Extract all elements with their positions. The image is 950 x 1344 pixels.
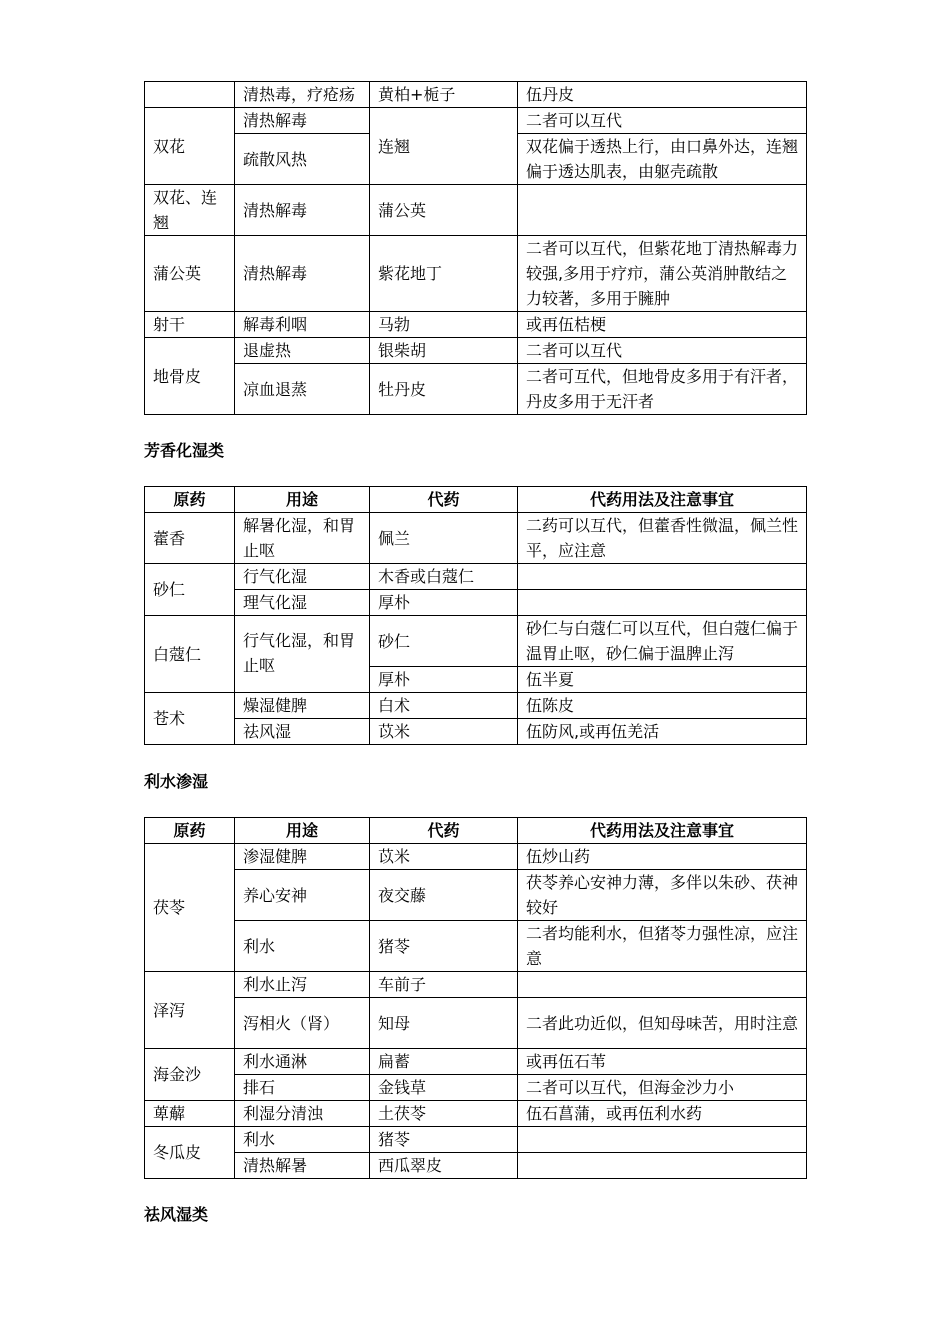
cell-usage: 凉血退蒸 — [235, 364, 370, 415]
cell-note: 二者均能利水，但猪苓力强性凉，应注意 — [518, 921, 807, 972]
cell-original-drug: 泽泻 — [145, 972, 235, 1049]
table-row — [145, 185, 807, 236]
cell-original-drug: 砂仁 — [145, 564, 235, 616]
cell-substitute: 砂仁 — [370, 616, 518, 667]
cell-substitute: 连翘 — [370, 108, 518, 185]
cell-note: 伍丹皮 — [518, 82, 807, 108]
table-row — [145, 693, 807, 719]
table-header-row — [145, 818, 807, 844]
cell-note — [518, 972, 807, 998]
table-row — [145, 870, 807, 921]
table-row — [145, 844, 807, 870]
header-substitute: 代药 — [370, 487, 518, 513]
cell-note: 二药可以互代，但藿香性微温，佩兰性平，应注意 — [518, 513, 807, 564]
cell-original-drug: 茯苓 — [145, 844, 235, 972]
cell-usage: 行气化湿 — [235, 564, 370, 590]
table-row — [145, 312, 807, 338]
cell-usage: 利水 — [235, 1127, 370, 1153]
cell-usage: 解毒利咽 — [235, 312, 370, 338]
cell-note: 或再伍石苇 — [518, 1049, 807, 1075]
header-usage: 用途 — [235, 487, 370, 513]
table-lishui-shenshi — [144, 817, 807, 1179]
cell-substitute: 猪苓 — [370, 921, 518, 972]
cell-original-drug: 萆薢 — [145, 1101, 235, 1127]
cell-substitute: 西瓜翠皮 — [370, 1153, 518, 1179]
cell-original-drug: 苍术 — [145, 693, 235, 745]
cell-note: 二者可以互代，但紫花地丁清热解毒力较强,多用于疗疖，蒲公英消肿散结之力较著，多用于臃肿 — [518, 236, 807, 312]
cell-usage: 排石 — [235, 1075, 370, 1101]
cell-substitute: 厚朴 — [370, 667, 518, 693]
cell-original-drug: 蒲公英 — [145, 236, 235, 312]
header-usage: 用途 — [235, 818, 370, 844]
table-row — [145, 972, 807, 998]
cell-note: 双花偏于透热上行，由口鼻外达，连翘偏于透达肌表，由躯壳疏散 — [518, 134, 807, 185]
cell-usage: 疏散风热 — [235, 134, 370, 185]
cell-usage: 理气化湿 — [235, 590, 370, 616]
cell-substitute: 金钱草 — [370, 1075, 518, 1101]
cell-usage: 行气化湿，和胃止呕 — [235, 616, 370, 693]
cell-original-drug: 双花、连翘 — [145, 185, 235, 236]
cell-usage: 清热解毒 — [235, 185, 370, 236]
cell-note: 二者此功近似，但知母味苦，用时注意 — [518, 998, 807, 1049]
cell-usage: 清热解毒 — [235, 108, 370, 134]
cell-usage: 解暑化湿，和胃止呕 — [235, 513, 370, 564]
cell-note — [518, 185, 807, 236]
cell-note: 伍石菖蒲，或再伍利水药 — [518, 1101, 807, 1127]
cell-usage: 祛风湿 — [235, 719, 370, 745]
cell-note — [518, 590, 807, 616]
cell-usage: 利湿分清浊 — [235, 1101, 370, 1127]
cell-substitute: 白术 — [370, 693, 518, 719]
cell-note: 二者可以互代，但海金沙力小 — [518, 1075, 807, 1101]
table-row — [145, 616, 807, 667]
section-title-lishui-shenshi: 利水渗湿 — [144, 772, 209, 791]
header-note: 代药用法及注意事宜 — [518, 818, 807, 844]
cell-original-drug: 地骨皮 — [145, 338, 235, 415]
cell-usage: 利水止泻 — [235, 972, 370, 998]
cell-note: 伍防风,或再伍羌活 — [518, 719, 807, 745]
cell-note: 二者可互代，但地骨皮多用于有汗者，丹皮多用于无汗者 — [518, 364, 807, 415]
cell-usage: 养心安神 — [235, 870, 370, 921]
cell-substitute: 车前子 — [370, 972, 518, 998]
cell-substitute: 扁蓄 — [370, 1049, 518, 1075]
cell-note — [518, 1127, 807, 1153]
header-original-drug: 原药 — [145, 818, 235, 844]
table-header-row — [145, 487, 807, 513]
cell-note: 伍陈皮 — [518, 693, 807, 719]
table-fangxiang-huashi — [144, 486, 807, 745]
cell-substitute: 夜交藤 — [370, 870, 518, 921]
cell-substitute: 厚朴 — [370, 590, 518, 616]
cell-note: 伍炒山药 — [518, 844, 807, 870]
cell-usage: 利水 — [235, 921, 370, 972]
table-row — [145, 1049, 807, 1075]
cell-substitute: 银柴胡 — [370, 338, 518, 364]
cell-usage: 清热解暑 — [235, 1153, 370, 1179]
table-row — [145, 564, 807, 590]
cell-substitute: 佩兰 — [370, 513, 518, 564]
cell-usage: 清热毒，疗疮疡 — [235, 82, 370, 108]
table-row — [145, 998, 807, 1049]
cell-note: 二者可以互代 — [518, 338, 807, 364]
table-row — [145, 513, 807, 564]
cell-substitute: 苡米 — [370, 719, 518, 745]
cell-note — [518, 1153, 807, 1179]
cell-usage: 清热解毒 — [235, 236, 370, 312]
section-title-fangxiang-huashi: 芳香化湿类 — [144, 441, 225, 460]
cell-note: 二者可以互代 — [518, 108, 807, 134]
cell-substitute: 蒲公英 — [370, 185, 518, 236]
table-row — [145, 1101, 807, 1127]
section-title-qufengshi: 祛风湿类 — [144, 1205, 209, 1224]
table-row — [145, 1127, 807, 1153]
table-row — [145, 236, 807, 312]
cell-original-drug: 白蔻仁 — [145, 616, 235, 693]
cell-original-drug: 双花 — [145, 108, 235, 185]
cell-original-drug: 射干 — [145, 312, 235, 338]
cell-original-drug: 海金沙 — [145, 1049, 235, 1101]
cell-substitute: 黄柏+栀子 — [370, 82, 518, 108]
cell-substitute: 牡丹皮 — [370, 364, 518, 415]
cell-usage: 利水通淋 — [235, 1049, 370, 1075]
header-original-drug: 原药 — [145, 487, 235, 513]
cell-substitute: 知母 — [370, 998, 518, 1049]
cell-substitute: 紫花地丁 — [370, 236, 518, 312]
table-row — [145, 338, 807, 364]
cell-note: 或再伍桔梗 — [518, 312, 807, 338]
cell-note: 伍半夏 — [518, 667, 807, 693]
cell-usage: 燥湿健脾 — [235, 693, 370, 719]
table-row — [145, 719, 807, 745]
cell-original-drug: 藿香 — [145, 513, 235, 564]
header-substitute: 代药 — [370, 818, 518, 844]
cell-original-drug: 冬瓜皮 — [145, 1127, 235, 1179]
table-row — [145, 82, 807, 108]
cell-note — [518, 564, 807, 590]
table-row — [145, 1153, 807, 1179]
cell-original-drug — [145, 82, 235, 108]
table-qingre-continued — [144, 81, 807, 415]
table-row — [145, 108, 807, 134]
cell-substitute: 马勃 — [370, 312, 518, 338]
table-row — [145, 1075, 807, 1101]
cell-substitute: 土茯苓 — [370, 1101, 518, 1127]
cell-note: 茯苓养心安神力薄，多伴以朱砂、茯神较好 — [518, 870, 807, 921]
cell-usage: 泻相火（肾） — [235, 998, 370, 1049]
cell-substitute: 苡米 — [370, 844, 518, 870]
cell-usage: 退虚热 — [235, 338, 370, 364]
table-row — [145, 364, 807, 415]
table-row — [145, 921, 807, 972]
cell-substitute: 猪苓 — [370, 1127, 518, 1153]
cell-usage: 渗湿健脾 — [235, 844, 370, 870]
header-note: 代药用法及注意事宜 — [518, 487, 807, 513]
table-row — [145, 590, 807, 616]
cell-note: 砂仁与白蔻仁可以互代，但白蔻仁偏于温胃止呕，砂仁偏于温脾止泻 — [518, 616, 807, 667]
cell-substitute: 木香或白蔻仁 — [370, 564, 518, 590]
